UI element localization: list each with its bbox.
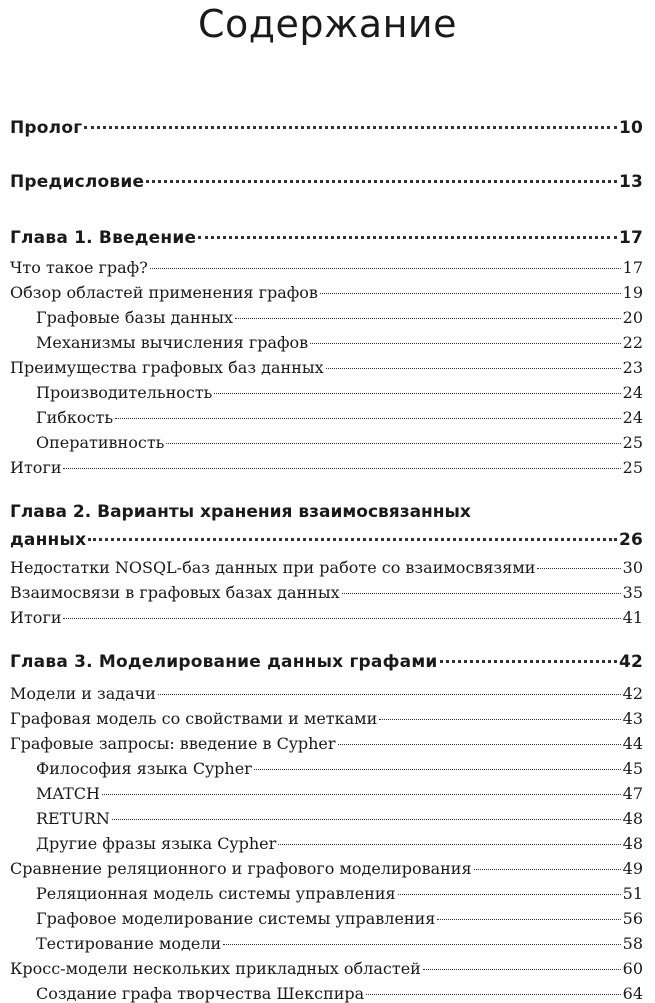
toc-page-number: 42 xyxy=(622,684,643,703)
toc-page-number: 24 xyxy=(622,383,643,402)
toc-entry-title: Механизмы вычисления графов xyxy=(36,333,309,352)
toc-page-number: 24 xyxy=(622,408,643,427)
toc-entry-title: Реляционная модель системы управления xyxy=(36,884,396,903)
toc-section-entry[interactable] xyxy=(36,984,643,1003)
toc-entry-title: данных xyxy=(10,530,87,550)
toc-page-number: 35 xyxy=(622,583,643,602)
toc-entry-title: Графовая модель со свойствами и метками xyxy=(10,709,378,728)
toc-entry-title: Графовые запросы: введение в Cypher xyxy=(10,734,336,753)
dot-leader xyxy=(235,318,621,319)
toc-section-entry[interactable] xyxy=(10,684,643,703)
dot-leader xyxy=(310,343,620,344)
toc-section-entry[interactable] xyxy=(10,258,643,277)
dot-leader xyxy=(158,694,621,695)
toc-page-number: 48 xyxy=(622,834,643,853)
toc-section-entry[interactable] xyxy=(36,834,643,853)
toc-page-number: 25 xyxy=(622,433,643,452)
toc-entry-title: Итоги xyxy=(10,608,62,627)
toc-page-number: 41 xyxy=(622,608,643,627)
dot-leader xyxy=(223,944,620,945)
dot-leader xyxy=(63,618,620,619)
toc-chapter-entry[interactable] xyxy=(10,172,643,192)
toc-entry-title: Взаимосвязи в графовых базах данных xyxy=(10,583,340,602)
toc-page-number: 13 xyxy=(618,172,643,192)
toc-chapter-entry[interactable] xyxy=(10,228,643,248)
dot-leader xyxy=(146,180,617,183)
dot-leader xyxy=(115,418,621,419)
toc-entry-title: Гибкость xyxy=(36,408,114,427)
toc-entry-title: Что такое граф? xyxy=(10,258,148,277)
toc-section-entry[interactable] xyxy=(36,784,643,803)
toc-section-entry[interactable] xyxy=(10,859,643,878)
toc-entry-title: Сравнение реляционного и графового моделирования xyxy=(10,859,472,878)
toc-entry-title: Оперативность xyxy=(36,433,165,452)
toc-page-number: 47 xyxy=(622,784,643,803)
page-title: Содержание xyxy=(198,2,457,46)
toc-page-number: 17 xyxy=(622,258,643,277)
toc-section-entry[interactable] xyxy=(36,934,643,953)
toc-page-number: 26 xyxy=(618,530,643,550)
toc-chapter-entry[interactable] xyxy=(10,530,643,550)
toc-section-entry[interactable] xyxy=(10,458,643,477)
toc-page-number: 60 xyxy=(622,959,643,978)
toc-entry-title: Философия языка Cypher xyxy=(36,759,252,778)
toc-page-number: 22 xyxy=(622,333,643,352)
dot-leader xyxy=(423,969,621,970)
toc-entry-title: Пролог xyxy=(10,118,83,138)
toc-entry-title: Другие фразы языка Cypher xyxy=(36,834,277,853)
toc-section-entry[interactable] xyxy=(10,709,643,728)
toc-page-number: 43 xyxy=(622,709,643,728)
dot-leader xyxy=(278,844,620,845)
toc-entry-title: Кросс-модели нескольких прикладных областей xyxy=(10,959,421,978)
toc-entry-title: Графовые базы данных xyxy=(36,308,234,327)
toc-section-entry[interactable] xyxy=(10,608,643,627)
dot-leader xyxy=(63,468,620,469)
toc-page-number: 42 xyxy=(618,652,643,672)
toc-page-number: 44 xyxy=(622,734,643,753)
toc-entry-title: Недостатки NOSQL-баз данных при работе со взаимосвязями xyxy=(10,558,536,577)
dot-leader xyxy=(88,538,617,541)
dot-leader xyxy=(320,293,621,294)
toc-page-number: 20 xyxy=(622,308,643,327)
toc-section-entry[interactable] xyxy=(10,358,643,377)
dot-leader xyxy=(198,236,617,239)
dot-leader xyxy=(254,769,621,770)
toc-section-entry[interactable] xyxy=(10,558,643,577)
toc-page-number: 17 xyxy=(618,228,643,248)
dot-leader xyxy=(112,819,621,820)
toc-page-number: 23 xyxy=(622,358,643,377)
toc-section-entry[interactable] xyxy=(36,333,643,352)
toc-page-number: 30 xyxy=(622,558,643,577)
dot-leader xyxy=(342,593,621,594)
toc-chapter-title-line: Глава 2. Варианты хранения взаимосвязанных xyxy=(10,502,471,522)
toc-section-entry[interactable] xyxy=(36,884,643,903)
toc-section-entry[interactable] xyxy=(10,283,643,302)
toc-page-number: 45 xyxy=(622,759,643,778)
toc-page-number: 51 xyxy=(622,884,643,903)
dot-leader xyxy=(398,894,621,895)
dot-leader xyxy=(150,268,621,269)
dot-leader xyxy=(338,744,621,745)
toc-section-entry[interactable] xyxy=(10,734,643,753)
dot-leader xyxy=(166,443,620,444)
dot-leader xyxy=(440,660,617,663)
toc-entry-title: Глава 3. Моделирование данных графами xyxy=(10,652,438,672)
toc-page-number: 19 xyxy=(622,283,643,302)
dot-leader xyxy=(102,794,621,795)
toc-entry-title: Тестирование модели xyxy=(36,934,222,953)
toc-section-entry[interactable] xyxy=(36,383,643,402)
toc-chapter-entry[interactable] xyxy=(10,118,643,138)
toc-section-entry[interactable] xyxy=(36,433,643,452)
toc-entry-title: Модели и задачи xyxy=(10,684,156,703)
toc-entry-title: Производительность xyxy=(36,383,213,402)
toc-chapter-entry[interactable] xyxy=(10,652,643,672)
toc-section-entry[interactable] xyxy=(36,408,643,427)
toc-entry-title: Преимущества графовых баз данных xyxy=(10,358,324,377)
toc-section-entry[interactable] xyxy=(36,809,643,828)
toc-section-entry[interactable] xyxy=(10,959,643,978)
toc-page-number: 25 xyxy=(622,458,643,477)
toc-entry-title: Создание графа творчества Шекспира xyxy=(36,984,365,1003)
toc-section-entry[interactable] xyxy=(36,909,643,928)
toc-section-entry[interactable] xyxy=(36,759,643,778)
dot-leader xyxy=(366,994,620,995)
dot-leader xyxy=(537,568,620,569)
toc-page-number: 49 xyxy=(622,859,643,878)
toc-section-entry[interactable] xyxy=(10,583,643,602)
toc-page-number: 64 xyxy=(622,984,643,1003)
dot-leader xyxy=(214,393,620,394)
toc-section-entry[interactable] xyxy=(36,308,643,327)
toc-page-number: 10 xyxy=(618,118,643,138)
toc-entry-title: Глава 1. Введение xyxy=(10,228,197,248)
toc-entry-title: MATCH xyxy=(36,784,100,803)
dot-leader xyxy=(84,126,617,129)
toc-entry-title: Итоги xyxy=(10,458,62,477)
dot-leader xyxy=(379,719,620,720)
toc-entry-title: Графовое моделирование системы управления xyxy=(36,909,436,928)
toc-entry-title: Обзор областей применения графов xyxy=(10,283,318,302)
dot-leader xyxy=(326,368,621,369)
dot-leader xyxy=(474,869,621,870)
toc-page-number: 56 xyxy=(622,909,643,928)
dot-leader xyxy=(437,919,620,920)
toc-entry-title: RETURN xyxy=(36,809,110,828)
toc-entry-title: Предисловие xyxy=(10,172,145,192)
toc-page-number: 58 xyxy=(622,934,643,953)
toc-page-number: 48 xyxy=(622,809,643,828)
